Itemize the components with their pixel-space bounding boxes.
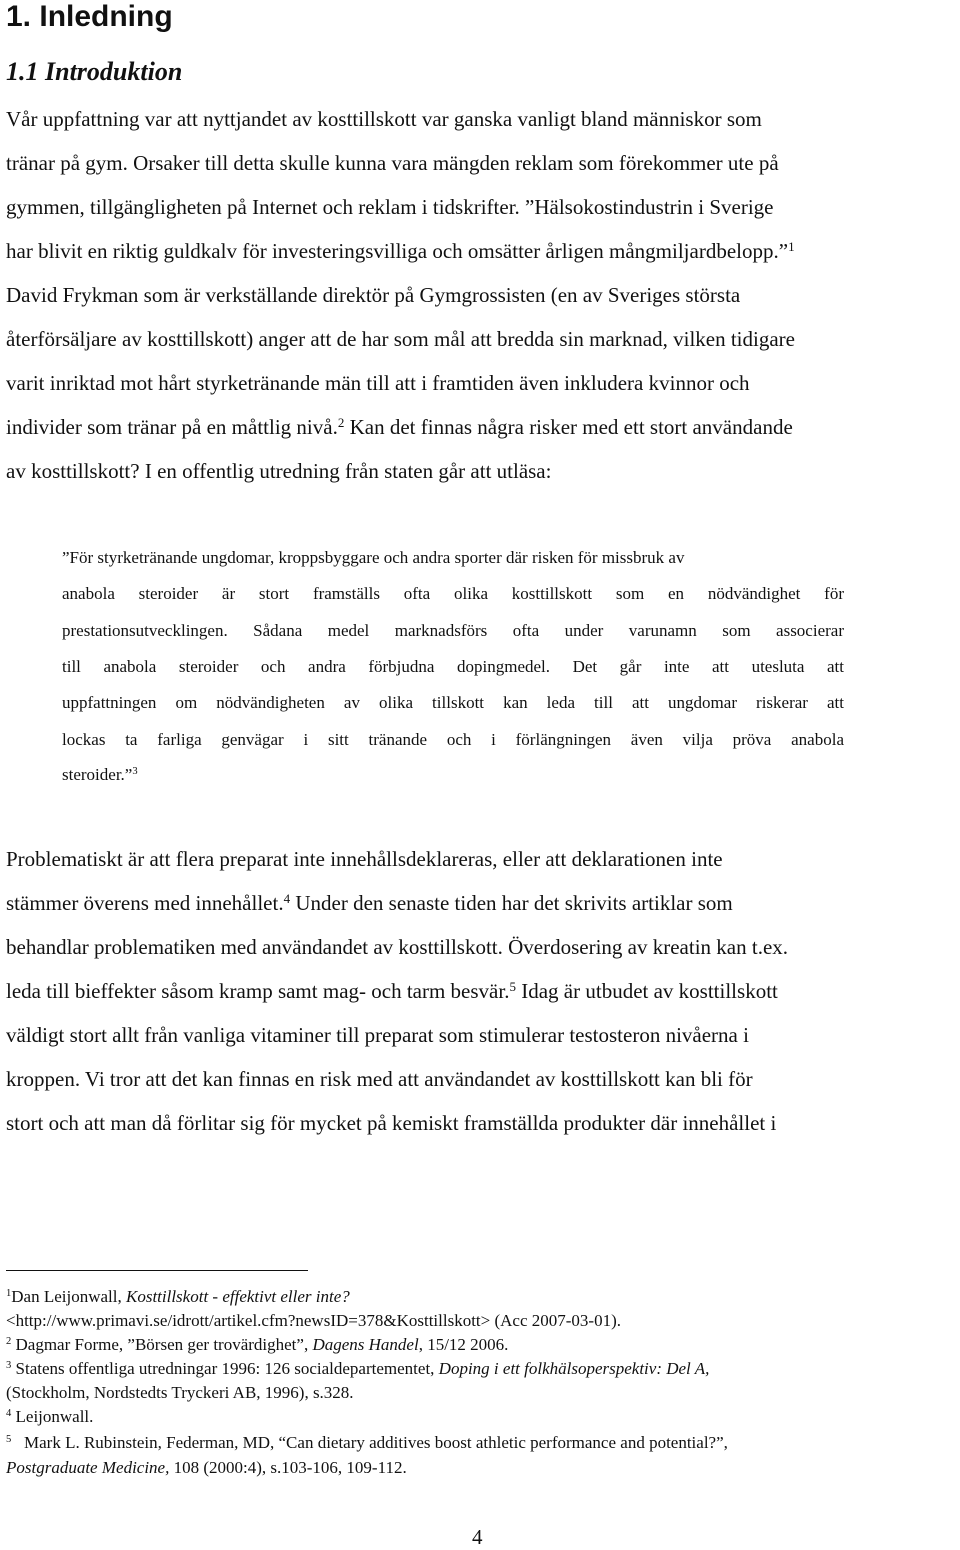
paragraph-line: varit inriktad mot hårt styrketränande män till att i framtiden även inkludera kvinnor och (6, 371, 750, 395)
quote-line: steroider.”$^3$ (62, 765, 138, 784)
footnote-ref[interactable]: 2 (337, 414, 345, 430)
paragraph-line: har blivit en riktig guldkalv för investeringsvilliga och omsätter årligen mångmiljardbelopp.”$^1$ (6, 238, 795, 263)
quote-line: lockas ta farliga genvägar i sitt tränande och i förlängningen även vilja pröva anabola (62, 730, 844, 749)
quote-line: ”För styrketränande ungdomar, kroppsbyggare och andra sporter där risken för missbruk av (62, 548, 685, 567)
paragraph-line: stort och att man då förlitar sig för mycket på kemiskt framställda produkter där innehållet i (6, 1111, 777, 1135)
quote-line: uppfattningen om nödvändigheten av olika tillskott kan leda till att ungdomar riskerar att (62, 693, 844, 712)
footnote-ref[interactable]: 3 (132, 766, 138, 778)
quote-line: anabola steroider är stort framställs ofta olika kosttillskott som en nödvändighet för (62, 584, 844, 603)
footnote-3: $^3$ Statens offentliga utredningar 1996: 126 socialdepartementet, Doping i ett folkhälsoperspektiv: Del A, (6, 1359, 710, 1378)
footnote-5: $^5$ Mark L. Rubinstein, Federman, MD, “Can dietary additives boost athletic performance and potential?”, (6, 1433, 728, 1452)
paragraph-line: av kosttillskott? I en offentlig utredning från staten går att utläsa: (6, 459, 552, 483)
footnote-ref[interactable]: 5 (509, 978, 516, 994)
section-heading: 1. Inledning (6, 0, 173, 33)
page-number: 4 (472, 1525, 483, 1549)
paragraph-line: kroppen. Vi tror att det kan finnas en risk med att användandet av kosttillskott kan bli för (6, 1067, 753, 1091)
footnote-ref[interactable]: 4 (283, 890, 291, 906)
paragraph-line: individer som tränar på en måttlig nivå.$^2$ Kan det finnas några risker med ett stort användande (6, 414, 793, 439)
paragraph-line: tränar på gym. Orsaker till detta skulle kunna vara mängden reklam som förekommer ute på (6, 151, 779, 175)
footnote-1-url[interactable]: <http://www.primavi.se/idrott/artikel.cfm?newsID=378&Kosttillskott> (Acc 2007-03-01). (6, 1311, 621, 1330)
footnote-4: $^4$ Leijonwall. (6, 1407, 94, 1426)
footnote-5-cont: Postgraduate Medicine, 108 (2000:4), s.103-106, 109-112. (6, 1458, 407, 1477)
paragraph-line: behandlar problematiken med användandet av kosttillskott. Överdosering av kreatin kan t.ex. (6, 935, 789, 959)
quote-line: till anabola steroider och andra förbjudna dopingmedel. Det går inte att utesluta att (62, 657, 844, 676)
quote-line: prestationsutvecklingen. Sådana medel marknadsförs ofta under varunamn som associerar (62, 621, 844, 640)
footnote-1: $^1$Dan Leijonwall, Kosttillskott - effektivt eller inte? (6, 1287, 350, 1306)
subsection-heading: 1.1 Introduktion (6, 57, 183, 86)
footnote-3-cont: (Stockholm, Nordstedts Tryckeri AB, 1996), s.328. (6, 1383, 354, 1402)
paragraph-line: återförsäljare av kosttillskott) anger att de har som mål att bredda sin marknad, vilken tidigare (6, 327, 795, 351)
footnote-separator (6, 1270, 308, 1271)
paragraph-line: David Frykman som är verkställande direktör på Gymgrossisten (en av Sveriges största (6, 283, 741, 307)
footnote-ref[interactable]: 1 (788, 238, 795, 254)
paragraph-line: leda till bieffekter såsom kramp samt mag- och tarm besvär.$^5$ Idag är utbudet av kosttillskott (6, 978, 778, 1003)
paragraph-line: Vår uppfattning var att nyttjandet av kosttillskott var ganska vanligt bland människor som (6, 107, 762, 131)
paragraph-line: Problematiskt är att flera preparat inte innehållsdeklareras, eller att deklarationen inte (6, 847, 723, 871)
paragraph-line: stämmer överens med innehållet.$^4$ Under den senaste tiden har det skrivits artiklar som (6, 890, 733, 915)
paragraph-line: gymmen, tillgängligheten på Internet och reklam i tidskrifter. ”Hälsokostindustrin i Sverige (6, 195, 774, 219)
paragraph-line: väldigt stort allt från vanliga vitaminer till preparat som stimulerar testosteron nivåerna i (6, 1023, 749, 1047)
footnote-2: $^2$ Dagmar Forme, ”Börsen ger trovärdighet”, Dagens Handel, 15/12 2006. (6, 1335, 509, 1354)
